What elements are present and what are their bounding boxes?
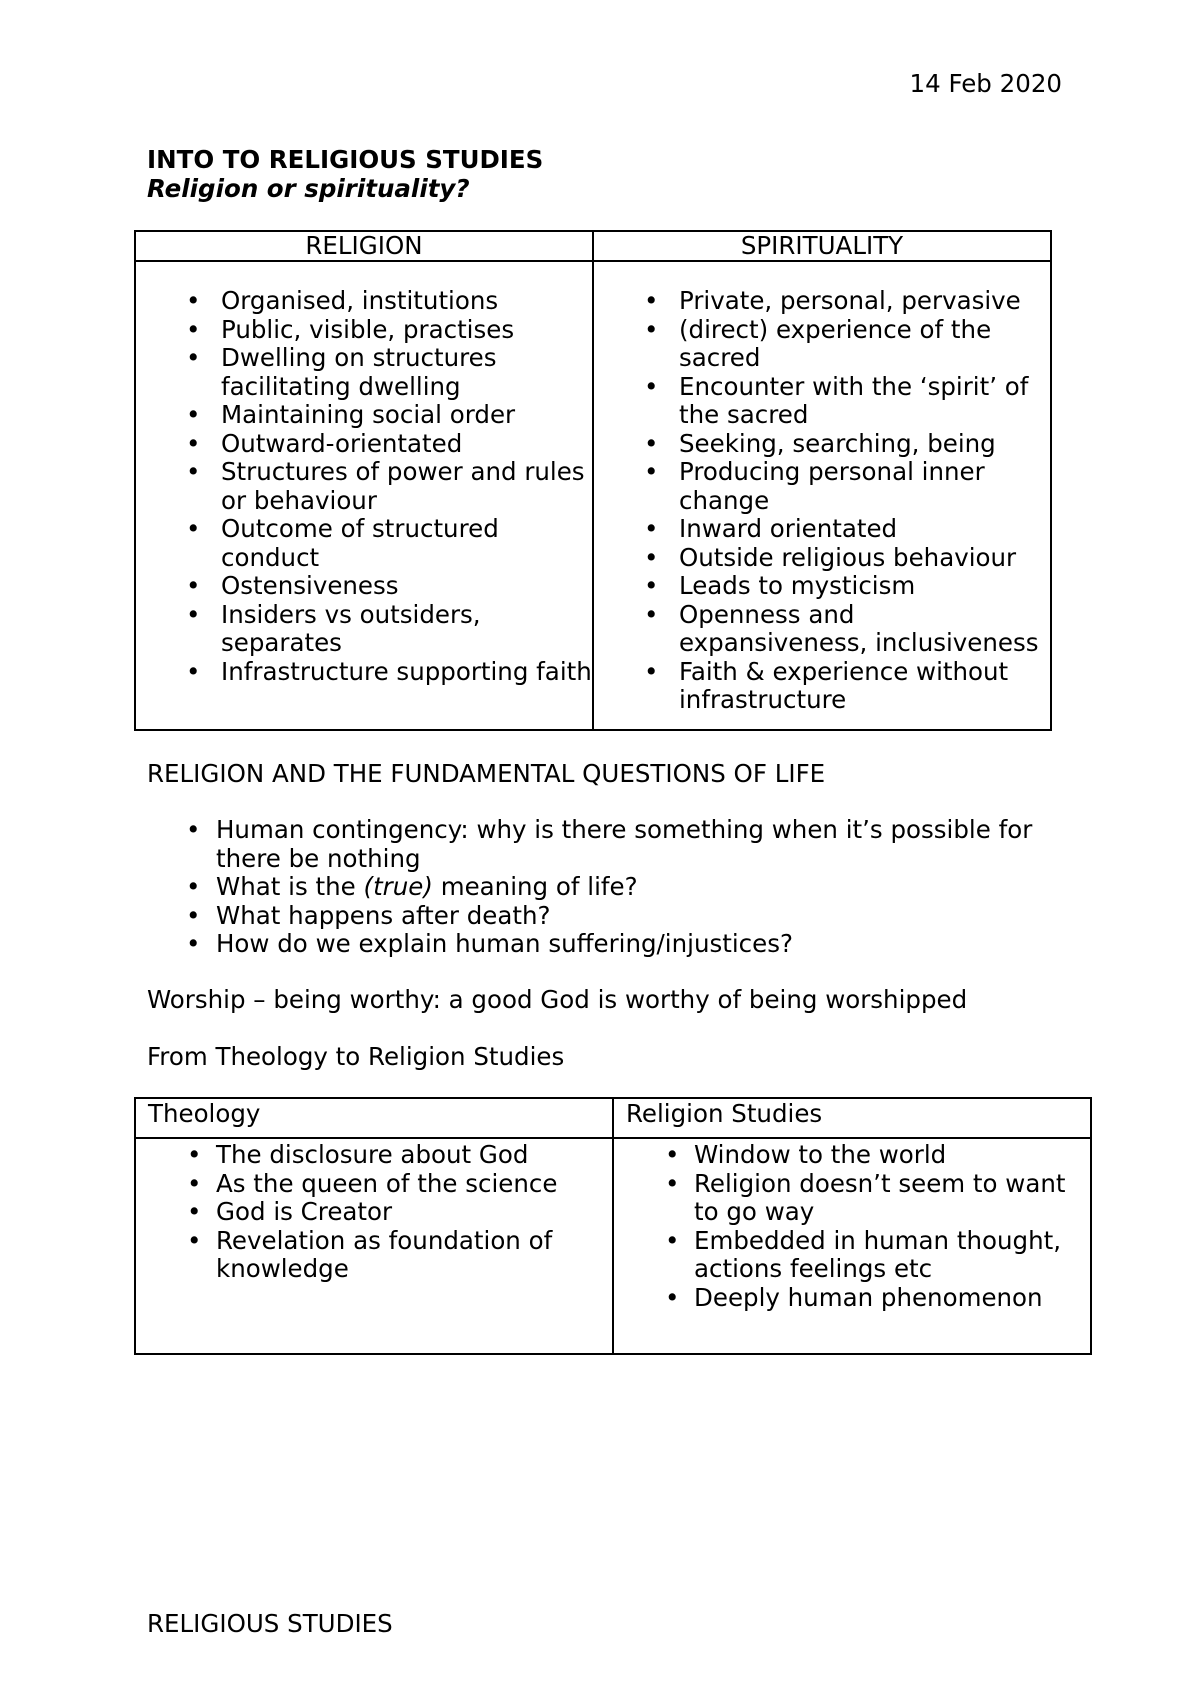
list-item: • Producing personal inner change [594,458,1050,515]
list-item: • How do we explain human suffering/injustices? [180,930,1080,959]
list-item: • Embedded in human thought, actions feelings etc [614,1227,1090,1284]
page-footer: RELIGIOUS STUDIES [147,1609,393,1638]
theology-religion-studies-table [134,1097,1092,1355]
list-item: • Deeply human phenomenon [614,1284,1090,1313]
list-item: • Revelation as foundation of knowledge [136,1227,612,1284]
question-text: meaning of life? [432,872,638,901]
question-emphasis: (true) [363,872,433,901]
list-item: • Outward-orientated [136,430,592,459]
list-item: • Organised, institutions [136,287,592,316]
list-item: • Public, visible, practises [136,316,592,345]
list-item: • Infrastructure supporting faith [136,658,592,687]
list-item: • Leads to mysticism [594,572,1050,601]
religion-cell [135,261,593,730]
list-item: • Window to the world [614,1141,1090,1170]
list-item: • The disclosure about God [136,1141,612,1170]
list-item: • Encounter with the ‘spirit’ of the sacred [594,373,1050,430]
document-date: 14 Feb 2020 [909,69,1062,98]
list-item: • Religion doesn’t seem to want to go way [614,1170,1090,1227]
document-subtitle: Religion or spirituality? [147,174,470,203]
spirituality-header: SPIRITUALITY [593,231,1051,261]
list-item: • Ostensiveness [136,572,592,601]
fundamental-questions-list [180,816,1080,959]
list-item: • Openness and expansiveness, inclusiveness [594,601,1050,658]
list-item: • Faith & experience without infrastructure [594,658,1050,715]
spirituality-cell [593,261,1051,730]
religion-header: RELIGION [135,231,593,261]
list-item [180,873,1080,902]
list-item: • Maintaining social order [136,401,592,430]
worship-line: Worship – being worthy: a good God is worthy of being worshipped [147,985,968,1014]
section-heading: RELIGION AND THE FUNDAMENTAL QUESTIONS OF LIFE [147,759,826,788]
theology-cell [135,1138,613,1354]
list-item: • Structures of power and rules or behaviour [136,458,592,515]
list-item: • Outside religious behaviour [594,544,1050,573]
list-item: • Outcome of structured conduct [136,515,592,572]
list-item: • Human contingency: why is there something when it’s possible for there be nothing [180,816,1080,873]
list-item: • What happens after death? [180,902,1080,931]
list-item: • Private, personal, pervasive [594,287,1050,316]
list-item: • Seeking, searching, being [594,430,1050,459]
section-heading: From Theology to Religion Studies [147,1042,565,1071]
theology-header: Theology [135,1098,613,1138]
list-item: • As the queen of the science [136,1170,612,1199]
question-text: What is the [216,872,364,901]
list-item: • Dwelling on structures facilitating dwelling [136,344,592,401]
list-item: • (direct) experience of the sacred [594,316,1050,373]
list-item: • God is Creator [136,1198,612,1227]
religion-spirituality-table [134,230,1052,731]
religion-studies-header: Religion Studies [613,1098,1091,1138]
list-item: • Inward orientated [594,515,1050,544]
religion-studies-cell [613,1138,1091,1354]
document-title: INTO TO RELIGIOUS STUDIES [147,145,544,174]
list-item: • Insiders vs outsiders, separates [136,601,592,658]
